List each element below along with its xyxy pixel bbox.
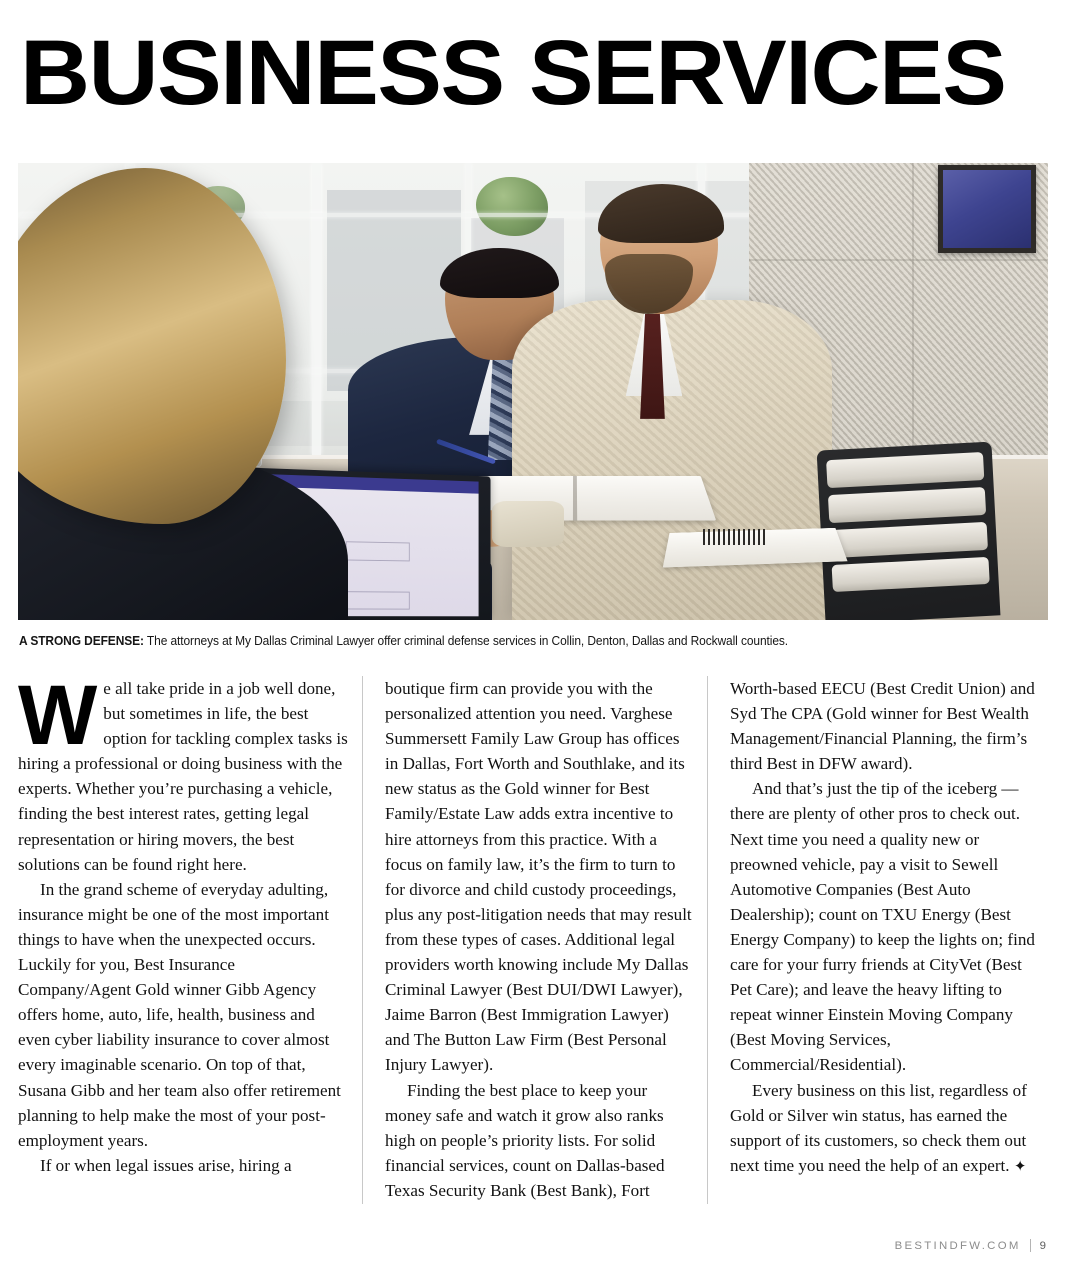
tree-foliage-1 bbox=[476, 177, 548, 236]
book-spine bbox=[573, 476, 577, 521]
paragraph: In the grand scheme of everyday adulting, insurance might be one of the most important things to have when the unexpected occurs. Luckily for you, Best Insurance Company/Agent Gold winner Gibb Agency offers home, auto, life, health, business and even cyber liability insurance to cover almost every imaginable scenario. On top of that, Susana Gibb and her team also offer retirement planning to help make the most of your post-employment years. bbox=[18, 879, 341, 1150]
paragraph: Worth-based EECU (Best Credit Union) and Syd The CPA (Gold winner for Best Wealth Management/Financial Planning, the firm’s third Best in DFW award). bbox=[730, 679, 1035, 774]
paragraph: boutique firm can provide you with the personalized attention you need. Varghese Summersett Family Law Group has offices in Dallas, Fort Worth and Southlake, and its new status as the Gold winner for Best Family/Estate Law adds extra incentive to hire attorneys from this practice. With a focus on family law, it’s the firm to turn to for divorce and child custody proceedings, plus any post-litigation needs that may result from these types of cases. Additional legal providers worth knowing include My Dallas Criminal Lawyer (Best DUI/DWI Lawyer), Jaime Barron (Best Immigration Lawyer) and The Button Law Firm (Best Personal Injury Lawyer). bbox=[385, 679, 692, 1075]
paragraph: Finding the best place to keep your money safe and watch it grow also ranks high on people’s priority lists. For solid financial services, count on Dallas-based Texas Security Bank (Best Bank), Fort bbox=[385, 1080, 665, 1200]
page-number: 9 bbox=[1039, 1239, 1046, 1252]
footer-website: BESTINDFW.COM bbox=[894, 1239, 1021, 1252]
paragraph-text: e all take pride in a job well done, but sometimes in life, the best option for tackling complex tasks is hiring a professional or doing business with the experts. Whether you’re purchasing a vehicle, finding the best interest rates, getting legal representation or hiring movers, the best solutions can be found right here. bbox=[18, 679, 348, 874]
article-column-2 bbox=[362, 676, 696, 1204]
tan-suit-cuff bbox=[492, 501, 564, 547]
paragraph: And that’s just the tip of the iceberg — there are plenty of other pros to check out. Next time you need a quality new or preowned vehicle, pay a visit to Sewell Automotive Companies (Best Auto Dealership); count on TXU Energy (Best Energy Company) to keep the lights on; find care for your furry friends at CityVet (Best Pet Care); and leave the heavy lifting to repeat winner Einstein Moving Company (Best Moving Services, Commercial/Residential). bbox=[730, 779, 1035, 1075]
paragraph: If or when legal issues arise, hiring a bbox=[40, 1155, 292, 1175]
footer-divider bbox=[1030, 1239, 1031, 1252]
caption-body: The attorneys at My Dallas Criminal Lawyer offer criminal defense services in Collin, Denton, Dallas and Rockwall counties. bbox=[143, 634, 789, 648]
chair-cushion-2 bbox=[828, 487, 987, 523]
photo-caption bbox=[19, 633, 998, 649]
article-column-3 bbox=[707, 676, 1041, 1204]
page-footer bbox=[895, 1239, 1046, 1252]
screen-form-box-2 bbox=[346, 541, 410, 562]
end-of-article-dingbat-icon: ✦ bbox=[1013, 1156, 1027, 1175]
chair-cushion-4 bbox=[832, 557, 991, 593]
photo-illustration bbox=[18, 163, 1048, 620]
page-title: BUSINESS SERVICES bbox=[20, 22, 1006, 124]
article-column-1 bbox=[18, 668, 351, 1204]
article-body bbox=[18, 668, 1048, 1204]
chair-cushion-1 bbox=[826, 453, 985, 489]
drop-cap: W bbox=[18, 668, 98, 762]
article-hero-photo bbox=[18, 163, 1048, 620]
leather-office-chair bbox=[817, 442, 1001, 620]
caption-lead-in: A STRONG DEFENSE: bbox=[19, 634, 144, 648]
notebook-coil-binding bbox=[703, 529, 765, 545]
framed-artwork bbox=[938, 165, 1036, 253]
tan-suit-jacket bbox=[512, 300, 831, 620]
window-mullion-vertical-2 bbox=[312, 163, 321, 455]
wall-seam-horizontal bbox=[749, 259, 1048, 261]
paragraph bbox=[730, 1078, 1041, 1178]
paragraph bbox=[18, 668, 351, 877]
paragraph-text: Every business on this list, regardless of Gold or Silver win status, has earned the support of its customers, so check them out next time you need the help of an expert. bbox=[730, 1080, 1027, 1175]
chair-cushion-3 bbox=[830, 522, 989, 558]
